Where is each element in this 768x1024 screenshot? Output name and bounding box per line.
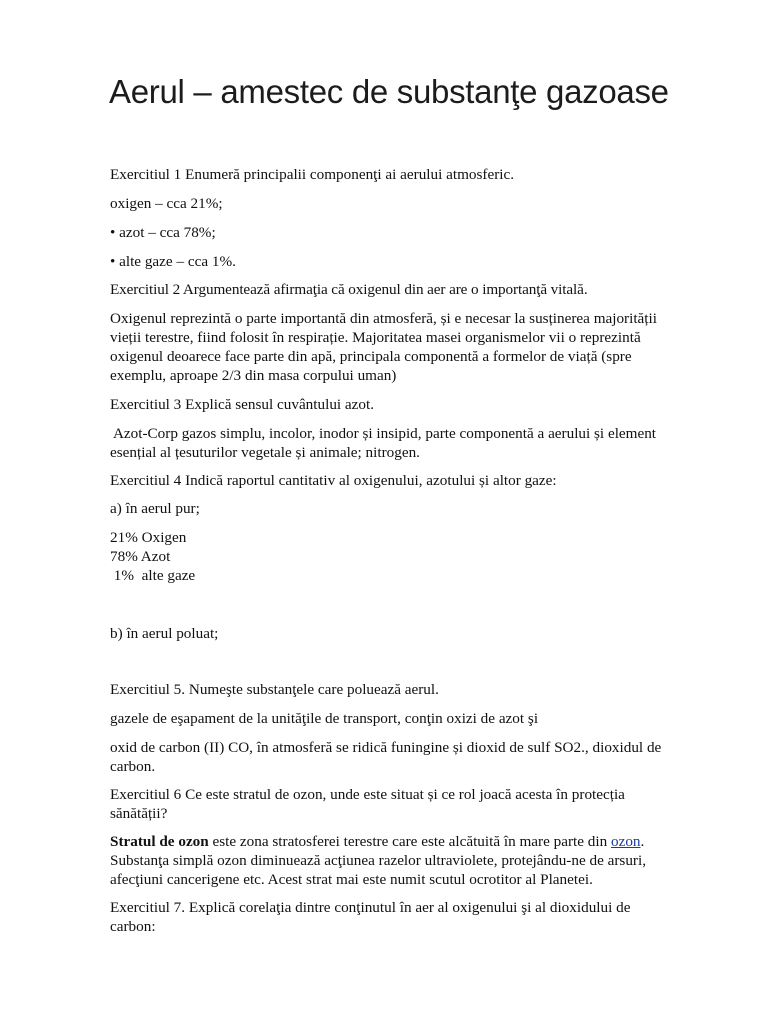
- ex4-part-b: b) în aerul poluat;: [110, 625, 219, 642]
- ex5-line: carbon.: [110, 758, 156, 775]
- ex2-answer-line: Oxigenul reprezintă o parte importantă din atmosferă, și e necesar la susținerea majorității: [110, 310, 657, 327]
- ex4-pure-air-list: [110, 528, 706, 585]
- ex4-part-a: a) în aerul pur;: [110, 500, 200, 517]
- ex6-answer-line: Substanţa simplă ozon diminuează acţiunea razelor ultraviolete, protejându-ne de arsuri,: [110, 852, 646, 869]
- ex1-item-other-gases: • alte gaze – cca 1%.: [110, 253, 236, 270]
- ex7-heading-line: Exercitiul 7. Explică corelaţia dintre conţinutul în aer al oxigenului şi al dioxidului de: [110, 899, 631, 916]
- pure-air-nitrogen: 78% Azot: [110, 548, 171, 565]
- ozone-link[interactable]: ozon: [610, 833, 641, 850]
- page-title: Aerul – amestec de substanţe gazoase: [109, 73, 669, 110]
- ex2-heading: Exercitiul 2 Argumentează afirmaţia că oxigenul din aer are o importanţă vitală.: [110, 281, 588, 298]
- ex6-answer-line: [110, 832, 706, 851]
- ex1-item-oxygen: oxigen – cca 21%;: [110, 195, 223, 212]
- ex6-answer: [110, 832, 706, 889]
- ozone-layer-term: Stratul de ozon: [110, 833, 209, 850]
- ex6-heading-line: sănătății?: [110, 805, 168, 822]
- ex6-heading-line: Exercitiul 6 Ce este stratul de ozon, unde este situat și ce rol joacă acesta în protecția: [110, 786, 625, 803]
- ex7-heading: [110, 898, 706, 936]
- ex3-answer: [110, 424, 706, 462]
- ex5-line: oxid de carbon (II) CO, în atmosferă se ridică funingine și dioxid de sulf SO2., dioxidul de: [110, 739, 662, 756]
- ex2-answer: [110, 309, 706, 385]
- ex5-line: gazele de eşapament de la unităţile de transport, conţin oxizi de azot şi: [110, 710, 539, 727]
- ex2-answer-line: oxigenul deoarece face parte din apă, principala componentă a formelor de viață (spre: [110, 348, 632, 365]
- ex2-answer-line: exemplu, aproape 2/3 din masa corpului uman): [110, 367, 397, 384]
- ex6-heading: [110, 785, 706, 823]
- ex4-heading: Exercitiul 4 Indică raportul cantitativ al oxigenului, azotului și altor gaze:: [110, 472, 557, 489]
- ex6-answer-line: afecţiuni cancerigene etc. Acest strat mai este numit scutul ocrotitor al Planetei.: [110, 871, 593, 888]
- pure-air-other: 1% alte gaze: [110, 567, 196, 584]
- ex3-heading: Exercitiul 3 Explică sensul cuvântului azot.: [110, 396, 375, 413]
- pure-air-oxygen: 21% Oxigen: [110, 529, 187, 546]
- ex1-item-nitrogen: • azot – cca 78%;: [110, 224, 216, 241]
- ex5-heading: Exercitiul 5. Numeşte substanţele care poluează aerul.: [110, 681, 439, 698]
- ex1-heading: Exercitiul 1 Enumeră principalii componenţi ai aerului atmosferic.: [110, 166, 515, 183]
- ex2-answer-line: vieții terestre, fiind folosit în respirație. Majoritatea masei organismelor vii o reprezintă: [110, 329, 641, 346]
- ex3-answer-line: Azot-Corp gazos simplu, incolor, inodor și insipid, parte componentă a aerului și element: [110, 425, 657, 442]
- ex6-period: .: [640, 833, 645, 850]
- ex5-answer: [110, 738, 706, 776]
- ex7-heading-line: carbon:: [110, 918, 156, 935]
- ex6-text: este zona stratosferei terestre care este alcătuită în mare parte din: [208, 833, 611, 850]
- ex3-answer-line: esențial al țesuturilor vegetale și animale; nitrogen.: [110, 444, 420, 461]
